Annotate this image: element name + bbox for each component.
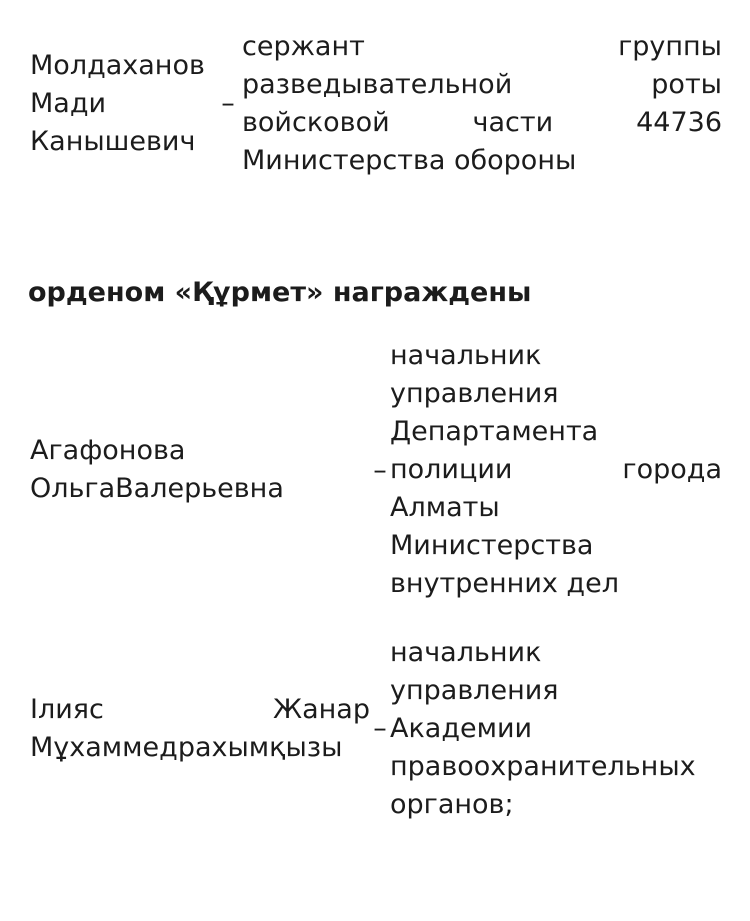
position-line: Департамента	[390, 416, 599, 447]
position-line: войсковой части 44736	[242, 107, 722, 138]
name-line: Мади	[30, 88, 107, 119]
position-line: начальник	[390, 340, 542, 371]
recipient-name	[30, 691, 370, 767]
recipient-position	[390, 634, 722, 824]
position-line: Министерства	[390, 530, 594, 561]
position-line: сержант группы	[242, 31, 722, 62]
position-line: внутренних дел	[390, 568, 619, 599]
name-line: Молдаханов	[30, 50, 205, 81]
position-line: полиции города	[390, 454, 722, 485]
award-entry	[30, 28, 722, 182]
position-line: управления	[390, 378, 559, 409]
name-line: Мұхаммедрахымқызы	[30, 732, 343, 763]
separator-dash: –	[373, 713, 387, 744]
position-line: правоохранительных	[390, 751, 696, 782]
separator-dash: –	[373, 455, 387, 486]
award-entry	[30, 634, 722, 826]
position-line: разведывательной роты	[242, 69, 722, 100]
separator-dash: –	[221, 88, 235, 119]
recipient-name	[30, 432, 360, 508]
name-line: Ілияс Жанар	[30, 694, 370, 725]
recipient-position	[390, 337, 722, 603]
position-line: Министерства обороны	[242, 145, 577, 176]
position-line: начальник	[390, 637, 542, 668]
award-entry	[30, 337, 722, 605]
name-line: ОльгаВалерьевна	[30, 473, 284, 504]
recipient-position	[242, 28, 722, 180]
name-line: Канышевич	[30, 126, 196, 157]
name-line: Агафонова	[30, 435, 186, 466]
position-line: Алматы	[390, 492, 500, 523]
position-line: Академии	[390, 713, 533, 744]
position-line: управления	[390, 675, 559, 706]
section-heading: орденом «Құрмет» награждены	[28, 277, 532, 308]
position-line: органов;	[390, 789, 514, 820]
recipient-name	[30, 47, 230, 161]
